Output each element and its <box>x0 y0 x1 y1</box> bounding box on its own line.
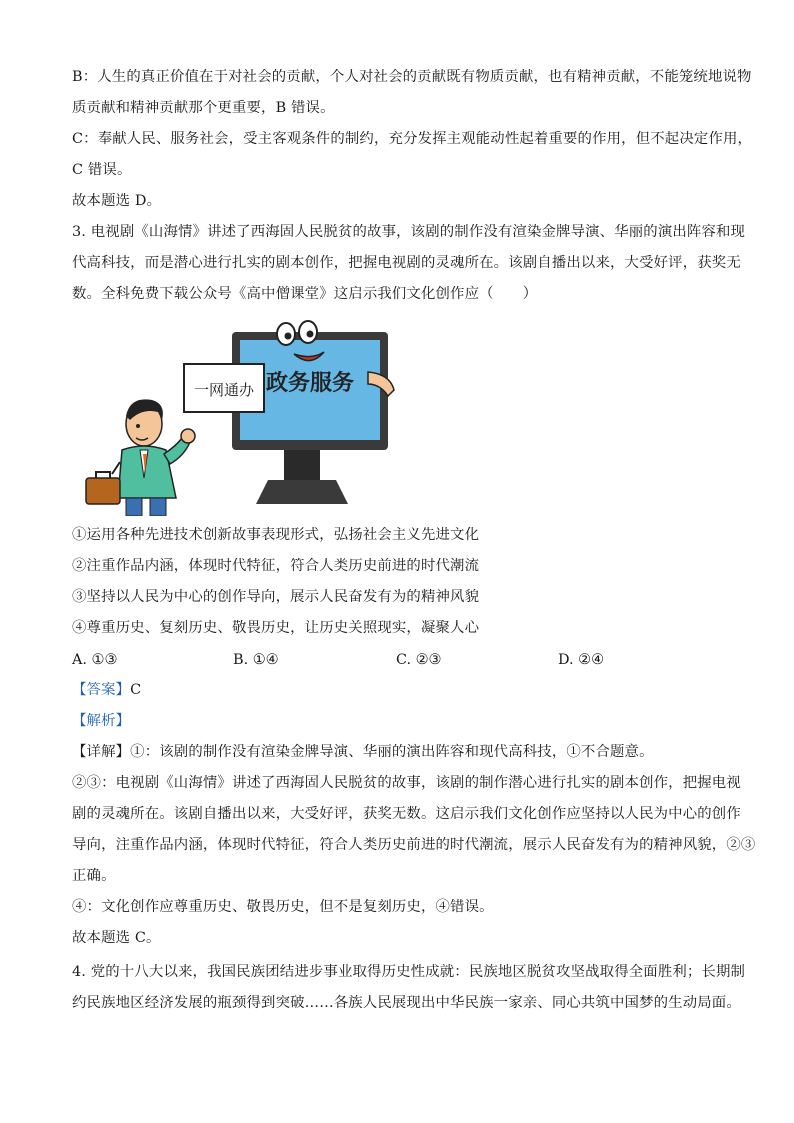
detail-line: 剧的灵魂所在。该剧自播出以来，大受好评，获奖无数。这启示我们文化创作应坚持以人民为中心的创作 <box>72 806 741 822</box>
answer-line <box>72 680 141 700</box>
text-line: B：人生的真正价值在于对社会的贡献，个人对社会的贡献既有物质贡献，也有精神贡献，不能笼统地说物 <box>72 69 752 85</box>
text-line: C：奉献人民、服务社会，受主客观条件的制约，充分发挥主观能动性起着重要的作用，但不起决定作用， <box>72 131 753 147</box>
text-line: 质贡献和精神贡献那个更重要，B 错误。 <box>72 100 335 116</box>
question-4-stem: 约民族地区经济发展的瓶颈得到突破……各族人民展现出中华民族一家亲、同心共筑中国梦的生动局面。 <box>72 995 741 1011</box>
question-4-stem: 4. 党的十八大以来，我国民族团结进步事业取得历史性成就：民族地区脱贫攻坚战取得全面胜利；长期制 <box>72 964 746 980</box>
question-3-stem: 代高科技，而是潜心进行扎实的剧本创作，把握电视剧的灵魂所在。该剧自播出以来，大受好评，获奖无 <box>72 255 741 271</box>
briefcase-icon <box>86 478 120 504</box>
detail-line: 正确。 <box>72 868 116 884</box>
analysis-label: 【解析】 <box>72 713 131 729</box>
question-3-stem: 数。全科免费下载公众号《高中僧课堂》这启示我们文化创作应（ ） <box>72 286 538 302</box>
sign-text: 一网通办 <box>193 381 255 399</box>
illustration-image <box>72 312 398 516</box>
statement-3: ③坚持以人民为中心的创作导向，展示人民奋发有为的精神风貌 <box>72 589 480 605</box>
statement-4: ④尊重历史、复刻历史、敬畏历史，让历史关照现实，凝聚人心 <box>72 620 480 636</box>
cartoon-figure <box>72 312 398 516</box>
statement-2: ②注重作品内涵，体现时代特征，符合人类历史前进的时代潮流 <box>72 558 480 574</box>
text-line: C 错误。 <box>72 162 132 178</box>
detail-line: 故本题选 C。 <box>72 930 161 946</box>
thumbs-up-icon <box>181 429 195 443</box>
monitor-base <box>256 480 348 504</box>
detail-line: 【详解】①：该剧的制作没有渲染金牌导演、华丽的演出阵容和现代高科技，①不合题意。 <box>72 744 654 760</box>
answer-label: 【答案】 <box>72 682 131 698</box>
option-b: B. ①④ <box>233 652 279 668</box>
detail-line: ④：文化创作应尊重历史、敬畏历史，但不是复刻历史，④错误。 <box>72 899 494 915</box>
question-3-stem: 3. 电视剧《山海情》讲述了西海固人民脱贫的故事，该剧的制作没有渲染金牌导演、华丽的演出阵容和现 <box>72 224 746 240</box>
text-line: 故本题选 D。 <box>72 193 162 209</box>
answer-value: C <box>130 682 142 698</box>
detail-line: ②③：电视剧《山海情》讲述了西海固人民脱贫的故事，该剧的制作潜心进行扎实的剧本创作，把握电视 <box>72 775 741 791</box>
statement-1: ①运用各种先进技术创新故事表现形式，弘扬社会主义先进文化 <box>72 527 480 543</box>
option-a: A. ①③ <box>72 652 118 668</box>
detail-line: 导向，注重作品内涵，体现时代特征，符合人类历史前进的时代潮流，展示人民奋发有为的精神风貌，②③ <box>72 837 756 853</box>
option-c: C. ②③ <box>396 652 442 668</box>
screen-text: 政务服务 <box>265 371 355 396</box>
option-d: D. ②④ <box>558 652 604 668</box>
monitor-neck <box>284 450 320 480</box>
